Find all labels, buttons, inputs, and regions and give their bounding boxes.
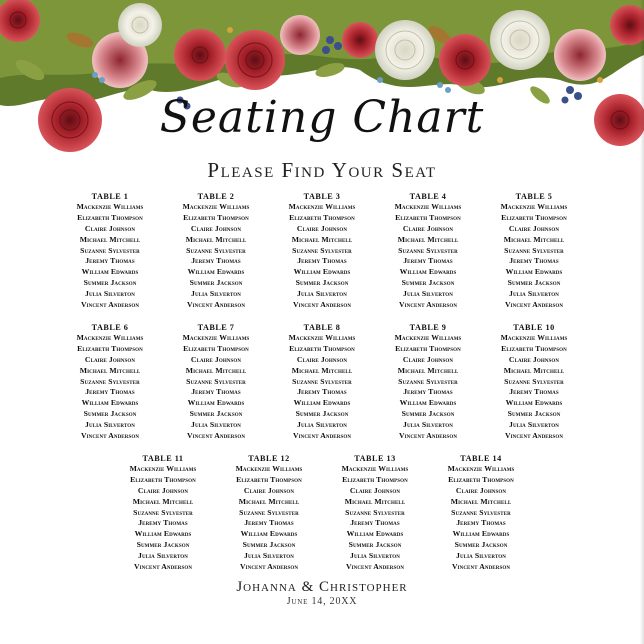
guest-name: Elizabeth Thompson: [183, 212, 249, 222]
guest-name: Claire Johnson: [508, 354, 560, 364]
guest-name: Mackenzie Williams: [288, 333, 356, 342]
guest-name: Michael Mitchell: [79, 234, 141, 244]
guest-name: Michael Mitchell: [185, 234, 247, 244]
guest-name: Mackenzie Williams: [182, 333, 250, 342]
guest-name: Mackenzie Williams: [182, 202, 250, 211]
guest-name: Mackenzie Williams: [500, 333, 568, 342]
guest-name: Mackenzie Williams: [76, 333, 144, 342]
guest-name: Suzanne Sylvester: [133, 507, 193, 517]
guest-name: Claire Johnson: [296, 223, 348, 233]
guest-name: Vincent Anderson: [292, 431, 352, 441]
guest-name: Elizabeth Thompson: [342, 474, 408, 484]
guest-name: Claire Johnson: [508, 223, 560, 233]
guest-name: Vincent Anderson: [345, 562, 405, 572]
guest-name: Suzanne Sylvester: [239, 507, 299, 517]
guest-name: Jeremy Thomas: [191, 256, 241, 266]
guest-name: Suzanne Sylvester: [345, 507, 405, 517]
guest-name: Mackenzie Williams: [288, 202, 356, 211]
table-block: [110, 453, 216, 573]
guest-name: Claire Johnson: [243, 485, 295, 495]
guest-name: Michael Mitchell: [503, 365, 565, 375]
guest-name: Vincent Anderson: [292, 300, 352, 310]
guest-name: William Edwards: [399, 267, 457, 277]
guest-name: Elizabeth Thompson: [395, 343, 461, 353]
guest-name: William Edwards: [187, 398, 245, 408]
guest-name: Elizabeth Thompson: [448, 474, 514, 484]
table-block: [322, 453, 428, 573]
guest-name: Michael Mitchell: [185, 365, 247, 375]
guest-name: Summer Jackson: [507, 278, 561, 288]
poster-subtitle: Please Find Your Seat: [207, 158, 437, 182]
guest-name: Julia Silverton: [509, 289, 559, 299]
guest-name: Summer Jackson: [83, 278, 137, 288]
table-heading: TABLE 9: [409, 323, 447, 332]
table-heading: TABLE 14: [460, 454, 502, 463]
guest-name: Jeremy Thomas: [350, 518, 400, 528]
guest-name: Jeremy Thomas: [456, 518, 506, 528]
guest-name: Suzanne Sylvester: [292, 245, 352, 255]
guest-name: Elizabeth Thompson: [130, 474, 196, 484]
table-heading: TABLE 3: [303, 192, 341, 201]
guest-name: Julia Silverton: [244, 551, 294, 561]
guest-name: Michael Mitchell: [503, 234, 565, 244]
guest-name: William Edwards: [240, 529, 298, 539]
event-date: June 14, 20XX: [286, 596, 358, 607]
guest-name: Summer Jackson: [295, 409, 349, 419]
guest-name: Mackenzie Williams: [235, 464, 303, 473]
guest-name: Vincent Anderson: [186, 431, 246, 441]
table-block: [163, 191, 269, 311]
table-heading: TABLE 11: [142, 454, 184, 463]
guest-name: Julia Silverton: [85, 420, 135, 430]
guest-name: Summer Jackson: [189, 278, 243, 288]
guest-name: Julia Silverton: [456, 551, 506, 561]
guest-name: Jeremy Thomas: [191, 387, 241, 397]
guest-name: Claire Johnson: [349, 485, 401, 495]
table-block: [375, 322, 481, 442]
guest-name: Jeremy Thomas: [138, 518, 188, 528]
table-heading: TABLE 5: [515, 192, 553, 201]
guest-name: William Edwards: [81, 267, 139, 277]
table-heading: TABLE 12: [248, 454, 290, 463]
guest-name: Claire Johnson: [190, 354, 242, 364]
guest-name: Jeremy Thomas: [403, 387, 453, 397]
guest-name: Jeremy Thomas: [403, 256, 453, 266]
guest-name: Vincent Anderson: [80, 431, 140, 441]
guest-name: Claire Johnson: [402, 223, 454, 233]
table-heading: TABLE 1: [91, 192, 129, 201]
guest-name: Suzanne Sylvester: [398, 376, 458, 386]
guest-name: Summer Jackson: [136, 540, 190, 550]
table-block: [269, 322, 375, 442]
guest-name: Suzanne Sylvester: [398, 245, 458, 255]
guest-name: William Edwards: [187, 267, 245, 277]
guest-name: Michael Mitchell: [344, 496, 406, 506]
guest-name: Julia Silverton: [350, 551, 400, 561]
guest-name: William Edwards: [293, 267, 351, 277]
table-block: [428, 453, 534, 573]
guest-name: Claire Johnson: [84, 354, 136, 364]
guest-name: Elizabeth Thompson: [77, 212, 143, 222]
guest-name: Vincent Anderson: [504, 300, 564, 310]
guest-name: Vincent Anderson: [504, 431, 564, 441]
table-heading: TABLE 2: [197, 192, 235, 201]
table-heading: TABLE 6: [91, 323, 129, 332]
guest-name: Summer Jackson: [83, 409, 137, 419]
guest-name: Summer Jackson: [242, 540, 296, 550]
guest-name: Mackenzie Williams: [341, 464, 409, 473]
table-block: [57, 322, 163, 442]
guest-name: Julia Silverton: [403, 420, 453, 430]
guest-name: Summer Jackson: [401, 278, 455, 288]
guest-name: William Edwards: [134, 529, 192, 539]
guest-name: Michael Mitchell: [238, 496, 300, 506]
guest-name: Suzanne Sylvester: [504, 245, 564, 255]
poster-edge-shadow: [640, 0, 644, 644]
guest-name: Julia Silverton: [297, 289, 347, 299]
guest-name: Michael Mitchell: [291, 365, 353, 375]
guest-name: Mackenzie Williams: [129, 464, 197, 473]
guest-name: Vincent Anderson: [80, 300, 140, 310]
table-block: [57, 191, 163, 311]
guest-name: Vincent Anderson: [239, 562, 299, 572]
poster-title: Seating Chart: [159, 92, 485, 143]
guest-name: Elizabeth Thompson: [236, 474, 302, 484]
guest-name: Mackenzie Williams: [394, 202, 462, 211]
guest-name: Suzanne Sylvester: [186, 245, 246, 255]
table-block: [163, 322, 269, 442]
guest-name: Michael Mitchell: [450, 496, 512, 506]
guest-name: Mackenzie Williams: [447, 464, 515, 473]
guest-name: William Edwards: [452, 529, 510, 539]
guest-name: Suzanne Sylvester: [80, 376, 140, 386]
guest-name: Summer Jackson: [401, 409, 455, 419]
guest-name: Jeremy Thomas: [244, 518, 294, 528]
guest-name: Claire Johnson: [455, 485, 507, 495]
guest-name: Elizabeth Thompson: [289, 212, 355, 222]
guest-name: William Edwards: [505, 267, 563, 277]
guest-name: Summer Jackson: [295, 278, 349, 288]
guest-name: William Edwards: [293, 398, 351, 408]
guest-name: Julia Silverton: [191, 289, 241, 299]
guest-name: Elizabeth Thompson: [395, 212, 461, 222]
guest-name: Claire Johnson: [402, 354, 454, 364]
guest-name: Jeremy Thomas: [509, 387, 559, 397]
guest-name: Suzanne Sylvester: [504, 376, 564, 386]
guest-name: Michael Mitchell: [79, 365, 141, 375]
guest-name: Julia Silverton: [297, 420, 347, 430]
guest-name: Mackenzie Williams: [76, 202, 144, 211]
table-heading: TABLE 10: [513, 323, 555, 332]
guest-name: Jeremy Thomas: [85, 387, 135, 397]
table-heading: TABLE 13: [354, 454, 396, 463]
guest-name: Vincent Anderson: [451, 562, 511, 572]
guest-name: Michael Mitchell: [132, 496, 194, 506]
table-heading: TABLE 4: [409, 192, 447, 201]
guest-name: Michael Mitchell: [291, 234, 353, 244]
guest-name: Elizabeth Thompson: [77, 343, 143, 353]
guest-name: Vincent Anderson: [133, 562, 193, 572]
guest-name: Mackenzie Williams: [394, 333, 462, 342]
guest-name: Vincent Anderson: [398, 431, 458, 441]
guest-name: Jeremy Thomas: [297, 387, 347, 397]
guest-name: Julia Silverton: [509, 420, 559, 430]
guest-name: Julia Silverton: [138, 551, 188, 561]
guest-name: Claire Johnson: [190, 223, 242, 233]
guest-name: Jeremy Thomas: [85, 256, 135, 266]
guest-name: Suzanne Sylvester: [80, 245, 140, 255]
guest-name: Mackenzie Williams: [500, 202, 568, 211]
guest-name: Julia Silverton: [85, 289, 135, 299]
table-block: [375, 191, 481, 311]
guest-name: Summer Jackson: [189, 409, 243, 419]
guest-name: Michael Mitchell: [397, 234, 459, 244]
guest-name: William Edwards: [346, 529, 404, 539]
guest-name: Elizabeth Thompson: [501, 212, 567, 222]
guest-name: Jeremy Thomas: [509, 256, 559, 266]
table-block: [216, 453, 322, 573]
guest-name: Elizabeth Thompson: [183, 343, 249, 353]
guest-name: William Edwards: [81, 398, 139, 408]
guest-name: Claire Johnson: [296, 354, 348, 364]
guest-name: Vincent Anderson: [186, 300, 246, 310]
table-block: [269, 191, 375, 311]
guest-name: William Edwards: [505, 398, 563, 408]
guest-name: Suzanne Sylvester: [451, 507, 511, 517]
guest-name: Claire Johnson: [84, 223, 136, 233]
guest-name: Summer Jackson: [454, 540, 508, 550]
guest-name: Julia Silverton: [403, 289, 453, 299]
couple-names: Johanna & Christopher: [236, 579, 408, 595]
guest-name: Jeremy Thomas: [297, 256, 347, 266]
table-block: [481, 322, 587, 442]
table-block: [481, 191, 587, 311]
guest-name: Elizabeth Thompson: [501, 343, 567, 353]
guest-name: Vincent Anderson: [398, 300, 458, 310]
guest-name: Claire Johnson: [137, 485, 189, 495]
table-heading: TABLE 8: [303, 323, 341, 332]
guest-name: Julia Silverton: [191, 420, 241, 430]
guest-name: William Edwards: [399, 398, 457, 408]
table-heading: TABLE 7: [197, 323, 235, 332]
guest-name: Suzanne Sylvester: [292, 376, 352, 386]
guest-name: Suzanne Sylvester: [186, 376, 246, 386]
guest-name: Summer Jackson: [507, 409, 561, 419]
guest-name: Elizabeth Thompson: [289, 343, 355, 353]
guest-name: Michael Mitchell: [397, 365, 459, 375]
guest-name: Summer Jackson: [348, 540, 402, 550]
